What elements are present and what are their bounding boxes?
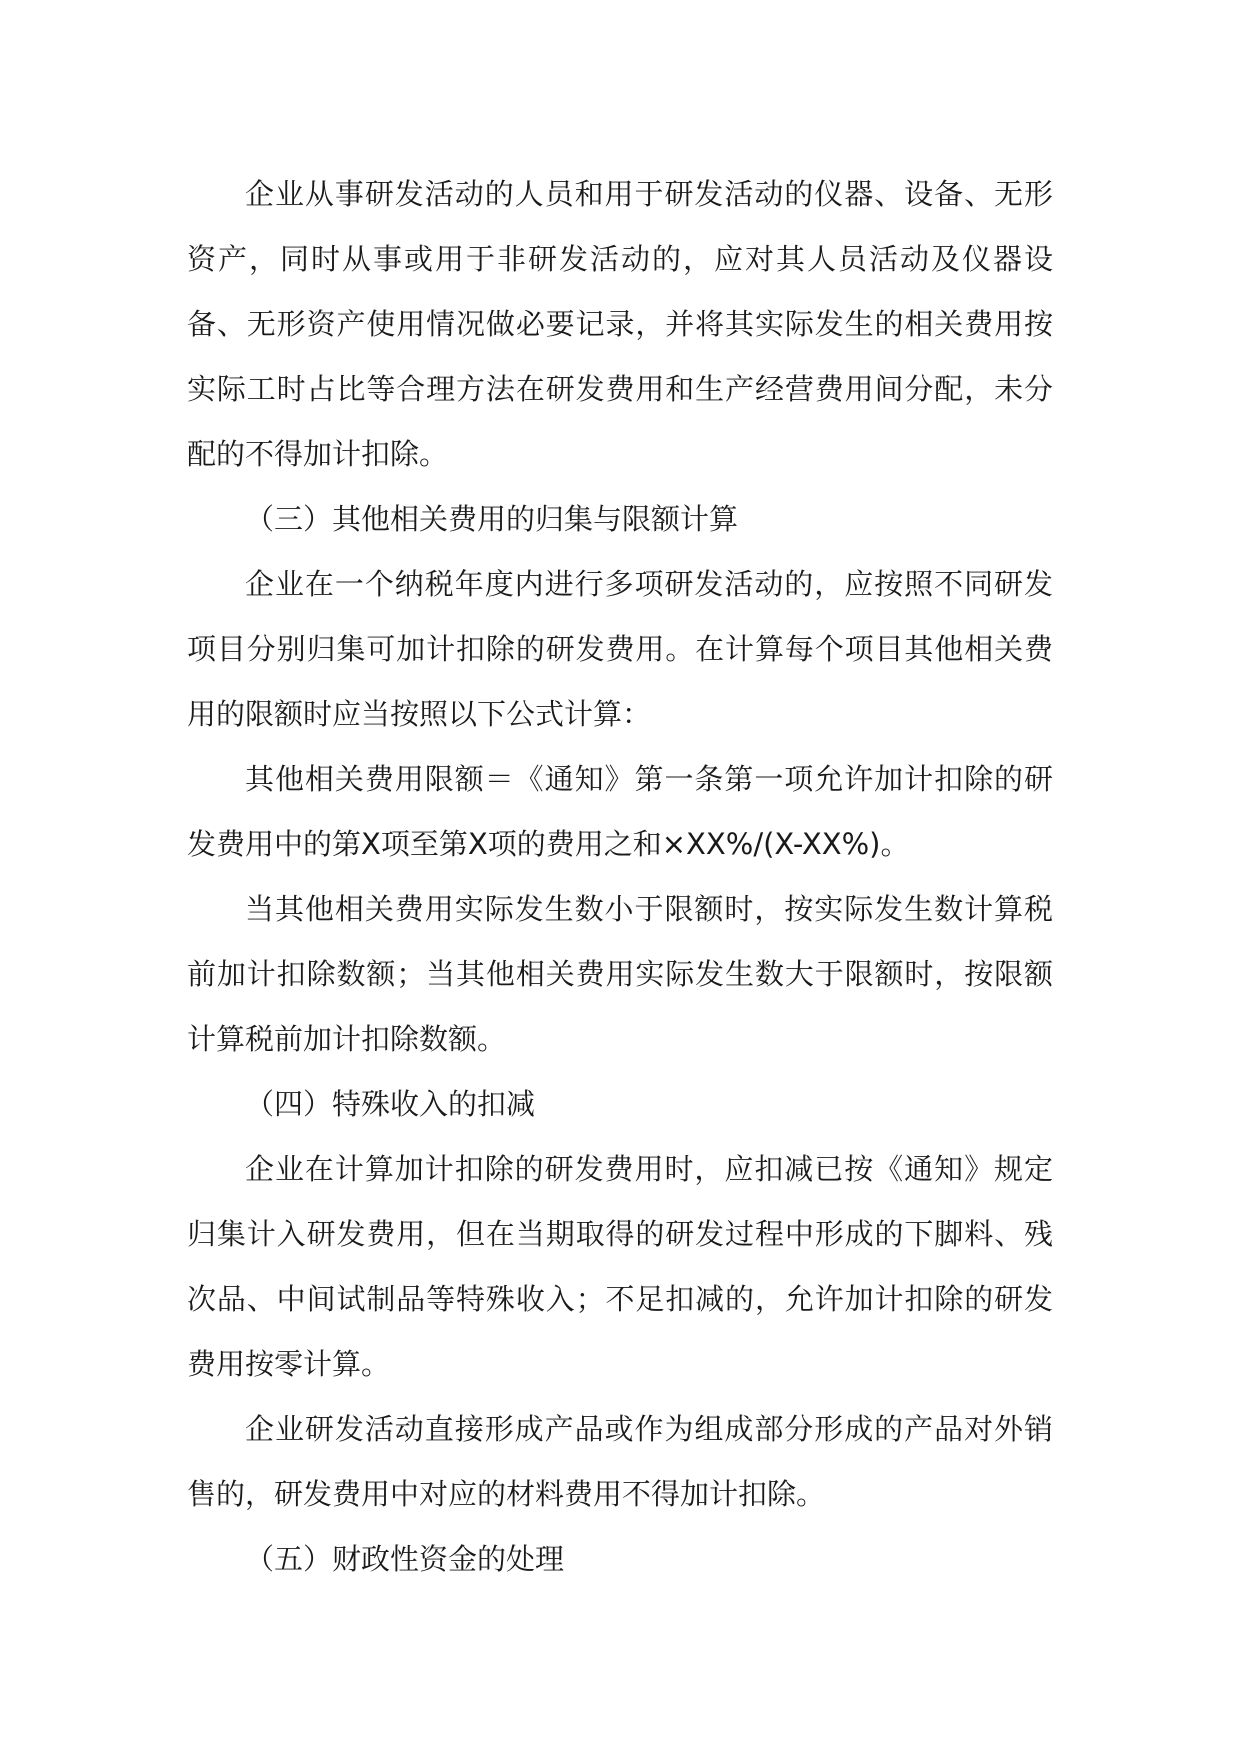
- section-heading-special-income: （四）特殊收入的扣减: [245, 1087, 536, 1121]
- paragraph-product-sales: 企业研发活动直接形成产品或作为组成部分形成的产品对外销售的，研发费用中对应的材料费用不得加计扣除。: [187, 1412, 1053, 1511]
- paragraph-multiple-projects: 企业在一个纳税年度内进行多项研发活动的，应按照不同研发项目分别归集可加计扣除的研发费用。在计算每个项目其他相关费用的限额时应当按照以下公式计算：: [187, 567, 1053, 731]
- document-body: [187, 162, 1053, 1592]
- section-heading-fiscal-funds: （五）财政性资金的处理: [245, 1542, 565, 1576]
- paragraph-limit-formula: 其他相关费用限额＝《通知》第一条第一项允许加计扣除的研发费用中的第X项至第X项的费用之和×XX%/(X-XX%)。: [187, 762, 1053, 861]
- paragraph-limit-comparison: 当其他相关费用实际发生数小于限额时，按实际发生数计算税前加计扣除数额；当其他相关费用实际发生数大于限额时，按限额计算税前加计扣除数额。: [187, 892, 1053, 1056]
- section-heading-other-expenses: （三）其他相关费用的归集与限额计算: [245, 502, 739, 536]
- paragraph-special-income-deduction: 企业在计算加计扣除的研发费用时，应扣减已按《通知》规定归集计入研发费用，但在当期取得的研发过程中形成的下脚料、残次品、中间试制品等特殊收入；不足扣减的，允许加计扣除的研发费用按零计算。: [187, 1152, 1053, 1381]
- paragraph-rd-personnel-allocation: 企业从事研发活动的人员和用于研发活动的仪器、设备、无形资产，同时从事或用于非研发活动的，应对其人员活动及仪器设备、无形资产使用情况做必要记录，并将其实际发生的相关费用按实际工时占比等合理方法在研发费用和生产经营费用间分配，未分配的不得加计扣除。: [187, 177, 1053, 471]
